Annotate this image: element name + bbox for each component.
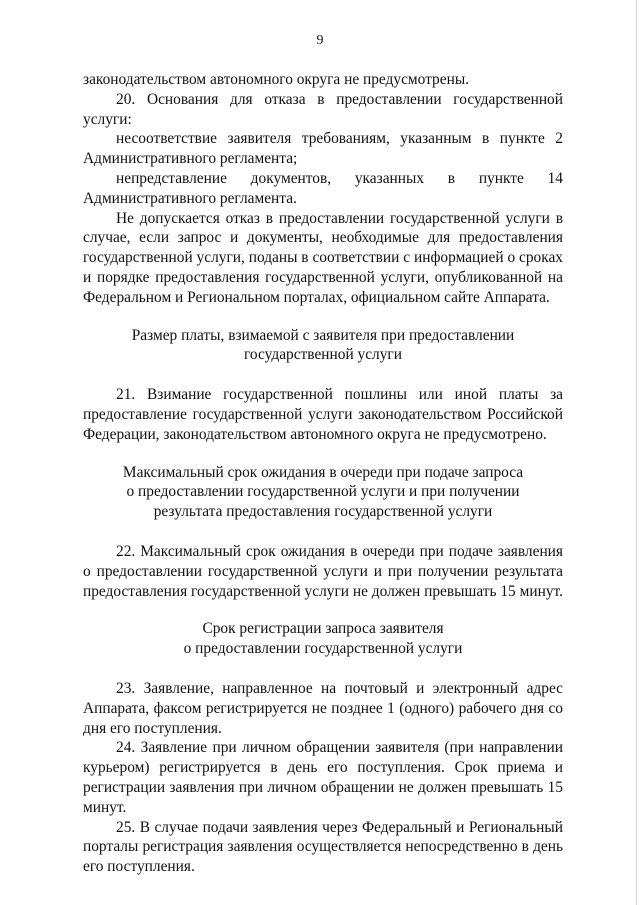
page-edge [636,0,637,905]
paragraph-24: 24. Заявление при личном обращении заявителя (при направлении курьером) регистрируется в день его поступления. Срок приема и регистрации заявления при личном обращении не должен превышать 15 минут. [83,739,563,816]
paragraph-20-item-1: несоответствие заявителя требованиям, указанным в пункте 2 Административного регламента; [83,130,563,168]
page-number: 9 [316,33,324,48]
heading-line: о предоставлении государственной услуги и при получении [126,483,520,501]
section-heading-queue [83,463,563,522]
heading-line: Размер платы, взимаемой с заявителя при предоставлении [131,326,515,344]
section-heading-fee [83,326,563,366]
document-body [83,70,563,877]
heading-line: результата предоставления государственной услуги [153,503,493,521]
heading-line: государственной услуги [244,346,402,364]
heading-line: о предоставлении государственной услуги [183,640,463,658]
paragraph-20: 20. Основания для отказа в предоставлении государственной услуги: [83,90,563,128]
heading-line: Максимальный срок ожидания в очереди при подаче запроса [122,463,524,481]
paragraph-23: 23. Заявление, направленное на почтовый и электронный адрес Аппарата, факсом регистрируется не позднее 1 (одного) рабочего дня со дня его поступления. [83,679,563,737]
paragraph-21: 21. Взимание государственной пошлины или иной платы за предоставление государственной услуги законодательством Российской Федерации, законодательством автономного округа не предусмотрено. [83,386,563,443]
paragraph-continuation: законодательством автономного округа не предусмотрены. [83,71,470,88]
paragraph-25: 25. В случае подачи заявления через Федеральный и Региональный порталы регистрация заявления осуществляется непосредственно в день его поступления. [83,818,563,876]
section-heading-registration [83,619,563,659]
paragraph-20-item-2: непредставление документов, указанных в пункте 14 Административного регламента. [83,169,563,207]
heading-line: Срок регистрации запроса заявителя [202,620,444,638]
paragraph-20-note: Не допускается отказ в предоставлении государственной услуги в случае, если запрос и документы, необходимые для предоставления государственной услуги, поданы в соответствии с информацией о сроках и порядке предоставления государственной услуги, опубликованной на Федеральном и Региональном порталах, официальном сайте Аппарата. [83,209,563,306]
paragraph-22: 22. Максимальный срок ожидания в очереди при подаче заявления о предоставлении государственной услуги и при получении результата предоставления государственной услуги не должен превышать 15 минут. [83,542,563,600]
